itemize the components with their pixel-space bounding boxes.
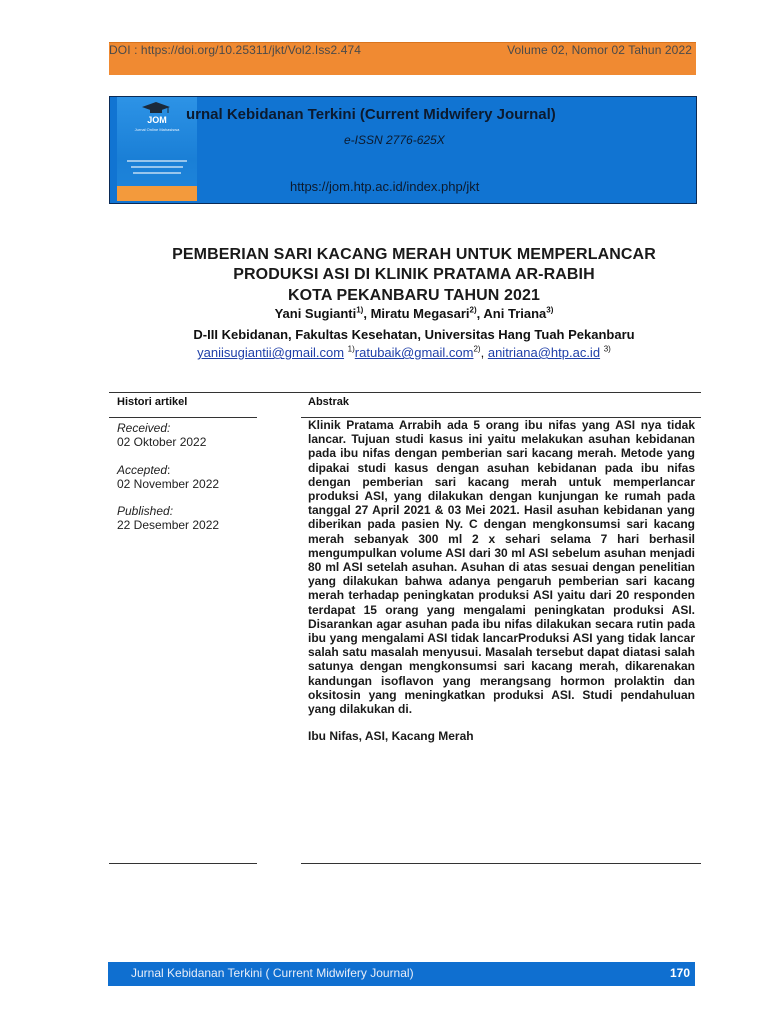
table-top-rule [109,392,701,393]
history-bottom-rule [109,863,257,864]
author-name: Ani Triana [483,306,547,321]
accepted-date: 02 November 2022 [117,477,220,491]
article-title-line: PRODUKSI ASI DI KLINIK PRATAMA AR-RABIH [233,266,595,283]
author-sup: 3) [546,305,554,315]
cover-text-line [133,172,181,174]
volume-text: Volume 02, Nomor 02 Tahun 2022 [507,43,692,57]
cover-text-line [127,160,187,162]
email-link[interactable]: anitriana@htp.ac.id [487,345,601,360]
authors-line: Yani Sugianti$^{1)}$, Miratu Megasari$^{2)}$, Ani Triana$^{3)}$ [274,305,554,321]
email-link[interactable]: yaniisugiantii@gmail.com [197,345,345,360]
history-heading: Histori artikel [117,396,188,408]
cover-subtitle: Jurnal Online Mahasiswa [134,127,180,132]
accepted-label [117,463,170,477]
received-date: 02 Oktober 2022 [117,435,207,449]
eissn: e-ISSN 2776-625X [344,133,445,147]
abstract-body: Klinik Pratama Arrabih ada 5 orang ibu nifas yang ASI nya tidak lancar. Tujuan studi kasus ini yaitu melakukan asuhan kebidanan pada ibu nifas dengan pemberian sari kacang merah. Metode yang dipakai studi kasus dengan asuhan kebidanan pada ibu nifas dengan pemberian sari kacang merah untuk memperlancar produksi ASI, yang dilakukan dengan kunjungan ke rumah pada tanggal 27 April 2021 & 03 Mei 2021. Hasil asuhan kebidanan yang diberikan pada pasien Ny. C dengan mengkonsumsi sari kacang merah sebanyak 300 ml 2 x sehari selama 7 hari berhasil mengumpulkan volume ASI dari 30 ml ASI sebelum asuhan menjadi 80 ml ASI setelah asuhan. Asuhan di atas sesuai dengan penelitian yang dilakukan bahwa adanya pengaruh pemberian sari kacang merah terhadap peningkatan produksi ASI yaitu dari 20 responden terdapat 15 orang yang mengalami peningkatan produksi ASI. Disarankan agar asuhan pada ibu nifas dilakukan secara rutin pada ibu yang mengalami ASI tidak lancarProduksi ASI yang tidak lancar salah satu masalah menyusui. Masalah tersebut dapat diatasi salah satunya dengan mengkonsumsi sari kacang merah, dikarenakan kandungan isoflavon yang merangsang hormon prolaktin dan oksitosin yang meningkatkan produksi ASI. Studi pendahuluan yang dilakukan di. [308,418,695,717]
graduation-cap-icon [141,101,171,115]
affiliation: D-III Kebidanan, Fakultas Kesehatan, Universitas Hang Tuah Pekanbaru [193,327,635,342]
emails-line: yaniisugiantii@gmail.com $^{1)}$ratubaik@gmail.com$^{2)}$, anitriana@htp.ac.id $^{3)}$ [197,344,611,360]
email-sup: 1) [347,344,355,354]
doi-text[interactable]: DOI : https://doi.org/10.25311/jkt/Vol2.Iss2.474 [109,43,362,57]
author-sup: 1) [356,305,364,315]
abstract-heading: Abstrak [308,396,349,408]
page-number: 170 [670,966,691,980]
abstract-bottom-rule [301,863,701,864]
email-sup: 3) [603,344,611,354]
history-rule [109,417,257,418]
footer-journal-name: Jurnal Kebidanan Terkini ( Current Midwifery Journal) [131,966,414,980]
author-name: Miratu Megasari [370,306,470,321]
author-sup: 2) [469,305,477,315]
cover-logo: JOM [147,115,167,125]
accepted-colon: : [167,463,171,477]
email-link[interactable]: ratubaik@gmail.com [354,345,474,360]
published-date: 22 Desember 2022 [117,518,220,532]
email-sup: 2) [473,344,481,354]
published-label: Published: [117,504,174,518]
keywords: Ibu Nifas, ASI, Kacang Merah [308,729,474,743]
article-title-line: KOTA PEKANBARU TAHUN 2021 [287,287,540,304]
author-name: Yani Sugianti [274,306,357,321]
journal-title: urnal Kebidanan Terkini (Current Midwifery Journal) [186,106,556,123]
journal-url[interactable]: https://jom.htp.ac.id/index.php/jkt [290,179,480,194]
accepted-label-text: Accepted [117,463,168,477]
cover-text-line [131,166,183,168]
cover-orange-band [117,186,197,201]
article-title-line: PEMBERIAN SARI KACANG MERAH UNTUK MEMPERLANCAR [172,246,656,263]
received-label: Received: [117,421,171,435]
